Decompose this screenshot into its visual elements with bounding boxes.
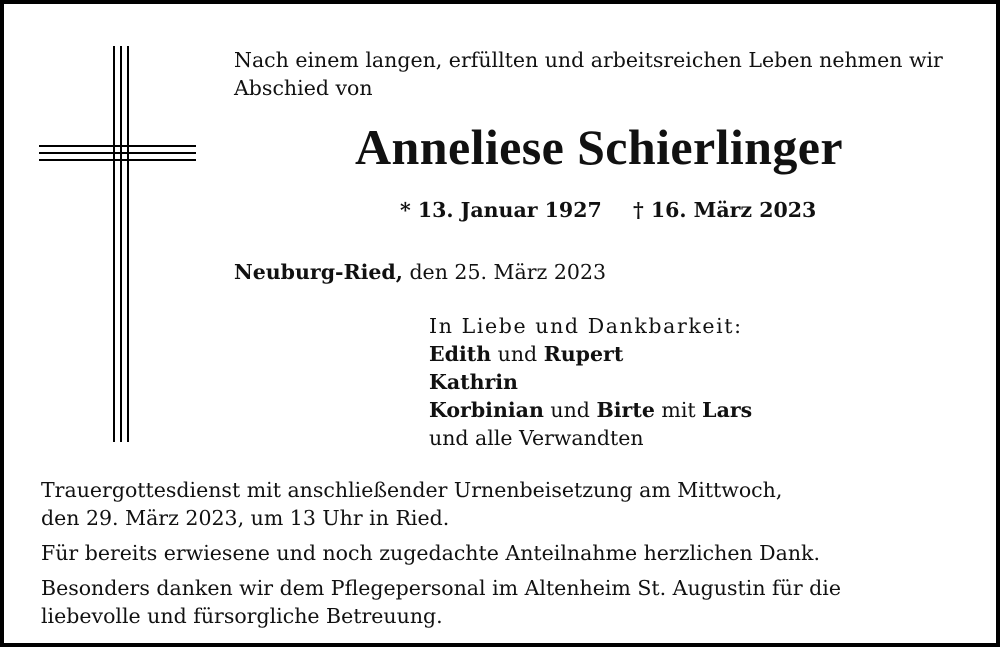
relatives-line: und alle Verwandten xyxy=(429,426,644,450)
mourner-name: Korbinian xyxy=(429,398,544,422)
thanks-text: Für bereits erwiesene und noch zugedachte Anteilnahme herzlichen Dank. xyxy=(41,541,820,565)
mourner-row xyxy=(429,396,752,424)
place-name: Neuburg-Ried, xyxy=(234,260,403,284)
birth-date: * 13. Januar 1927 xyxy=(400,198,602,222)
death-date: † 16. März 2023 xyxy=(633,198,817,222)
mourners-signoff xyxy=(429,312,752,452)
mourner-name: Kathrin xyxy=(429,370,518,394)
special-thanks xyxy=(41,574,841,630)
mourner-name: Rupert xyxy=(543,342,624,366)
mourner-row xyxy=(429,368,752,396)
intro-line-1: Nach einem langen, erfüllten und arbeitsreichen Leben nehmen wir xyxy=(234,48,943,72)
deceased-name: Anneliese Schierlinger xyxy=(355,119,843,175)
mourner-name: Birte xyxy=(596,398,655,422)
signoff-heading: In Liebe und Dankbarkeit: xyxy=(429,314,743,338)
special-thanks-line-1: Besonders danken wir dem Pflegepersonal im Altenheim St. Augustin für die xyxy=(41,576,841,600)
connector-text: mit xyxy=(661,398,696,422)
intro-line-2: Abschied von xyxy=(234,76,373,100)
mourner-name: Lars xyxy=(702,398,753,422)
service-line-1: Trauergottesdienst mit anschließender Urnenbeisetzung am Mittwoch, xyxy=(41,478,783,502)
intro-text xyxy=(234,46,943,102)
connector-text: und xyxy=(497,342,538,366)
service-line-2: den 29. März 2023, um 13 Uhr in Ried. xyxy=(41,506,450,530)
notice-date: den 25. März 2023 xyxy=(409,260,607,284)
service-info xyxy=(41,476,841,532)
place-and-date xyxy=(234,260,606,284)
special-thanks-line-2: liebevolle und fürsorgliche Betreuung. xyxy=(41,604,443,628)
connector-text: und xyxy=(550,398,590,422)
mourner-row xyxy=(429,340,752,368)
notes-section xyxy=(41,476,841,637)
mourner-name: Edith xyxy=(429,342,492,366)
